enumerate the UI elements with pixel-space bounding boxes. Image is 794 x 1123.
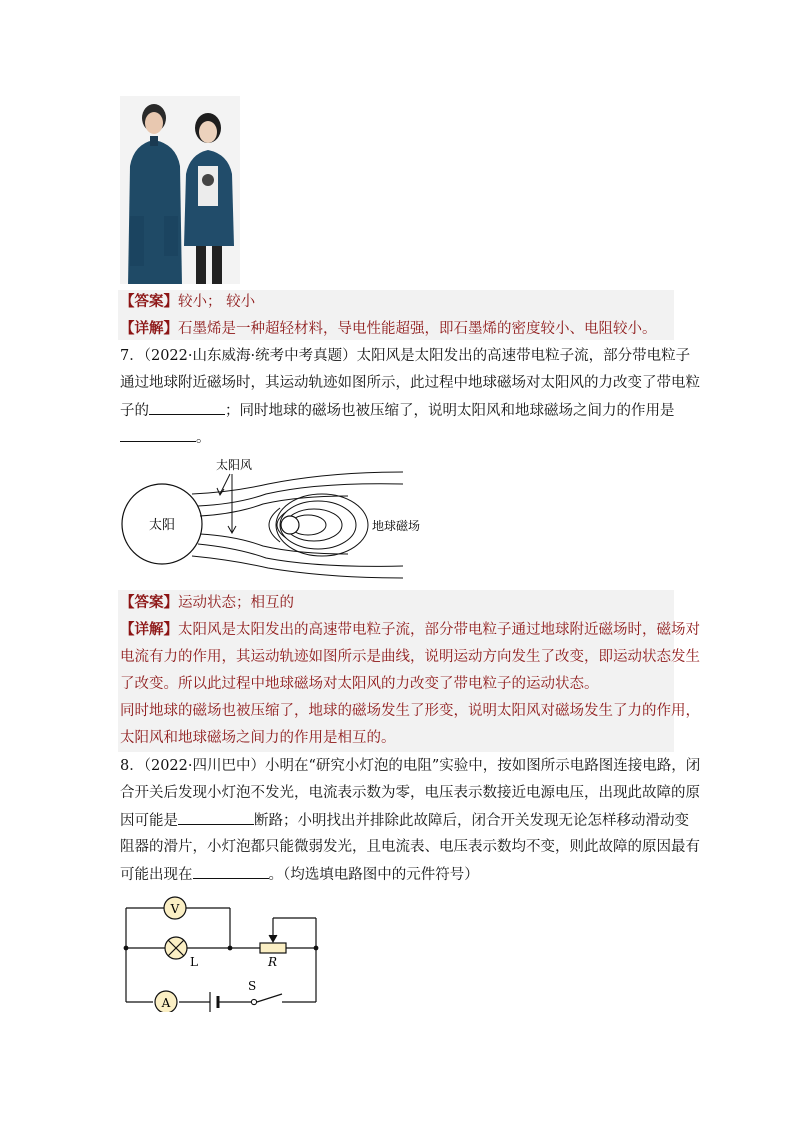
ammeter-label: A <box>161 996 171 1010</box>
q6-answer-line <box>120 292 255 312</box>
switch-label: S <box>248 979 257 993</box>
q7-answer-text: 运动状态；相互的 <box>178 595 294 611</box>
sun-label: 太阳 <box>148 518 176 533</box>
lamp-icon <box>165 937 198 969</box>
switch-icon <box>248 979 257 1005</box>
couple-in-blue-jackets-photo-icon <box>120 96 240 284</box>
q7-blank-1[interactable] <box>149 400 225 415</box>
q7-blank-2[interactable] <box>120 427 196 442</box>
q8-line-5-end: 。（均选填电路图中的元件符号） <box>268 867 479 883</box>
q8-line-3 <box>120 810 689 831</box>
q7-answer-line <box>120 593 294 613</box>
q8-line-1: 8．（2022·四川巴中）小明在“研究小灯泡的电阻”实验中，按如图所示电路图连接电路，闭 <box>120 758 701 774</box>
ammeter-icon <box>155 991 177 1012</box>
circuit-diagram <box>118 894 328 1012</box>
q7-detail-line-3: 了改变。所以此过程中地球磁场对太阳风的力改变了带电粒子的运动状态。 <box>120 676 599 692</box>
battery-icon <box>210 992 218 1012</box>
q6-detail-line <box>120 319 657 339</box>
q7-line-3 <box>120 400 675 421</box>
q7-line-2: 通过地球附近磁场时，其运动轨迹如图所示，此过程中地球磁场对太阳风的力改变了带电粒 <box>120 375 700 391</box>
earth-circle <box>281 516 299 534</box>
q6-answer-tag: 【答案】 <box>120 293 178 310</box>
q7-detail-text-1: 太阳风是太阳发出的高速带电粒子流，部分带电粒子通过地球附近磁场时，磁场对 <box>178 622 700 638</box>
voltmeter-label: V <box>170 902 180 916</box>
q7-detail-tag: 【详解】 <box>120 621 178 638</box>
q6-detail-tag: 【详解】 <box>120 320 178 337</box>
q7-answer-tag: 【答案】 <box>120 594 178 611</box>
q7-line-3-end: ；同时地球的磁场也被压缩了，说明太阳风和地球磁场之间力的作用是 <box>225 403 675 419</box>
q8-line-3-start: 因可能是 <box>120 813 178 829</box>
couple-jackets-photo <box>120 96 240 284</box>
solar-wind-label: 太阳风 <box>216 458 253 472</box>
solar-wind-figure <box>118 452 438 582</box>
q8-line-5-start: 可能出现在 <box>120 867 193 883</box>
q8-blank-2[interactable] <box>193 864 269 879</box>
q7-detail-line-4: 同时地球的磁场也被压缩了，地球的磁场发生了形变，说明太阳风对磁场发生了力的作用， <box>120 703 700 719</box>
voltmeter-icon <box>164 897 186 919</box>
q8-line-2: 合开关后发现小灯泡不发光，电流表示数为零，电压表示数接近电源电压，出现此故障的原 <box>120 785 700 801</box>
q8-line-5 <box>120 864 479 885</box>
q7-detail-line-2: 电流有力的作用，其运动轨迹如图所示是曲线，说明运动方向发生了改变，即运动状态发生 <box>120 649 700 665</box>
q8-line-4: 阻器的滑片，小灯泡都只能微弱发光，且电流表、电压表示数均不变，则此故障的原因最有 <box>120 839 700 855</box>
q7-line-4-end: 。 <box>196 430 211 446</box>
q7-detail-line-5: 太阳风和地球磁场之间力的作用是相互的。 <box>120 730 396 746</box>
q6-answer-text: 较小； 较小 <box>178 294 256 310</box>
rheostat-icon <box>260 943 286 969</box>
q8-line-3-end: 断路；小明找出并排除此故障后，闭合开关发现无论怎样移动滑动变 <box>254 813 689 829</box>
earth-field-label: 地球磁场 <box>372 519 421 533</box>
q8-blank-1[interactable] <box>178 810 254 825</box>
q7-line-3-start: 子的 <box>120 403 149 419</box>
q7-line-1: 7．（2022·山东威海·统考中考真题）太阳风是太阳发出的高速带电粒子流，部分带电粒子 <box>120 348 691 364</box>
q7-detail-line-1 <box>120 620 700 640</box>
resistor-label: R <box>268 955 278 969</box>
q7-line-4 <box>120 427 211 448</box>
lamp-label: L <box>190 955 198 969</box>
q6-detail-text: 石墨烯是一种超轻材料，导电性能超强，即石墨烯的密度较小、电阻较小。 <box>178 321 657 337</box>
